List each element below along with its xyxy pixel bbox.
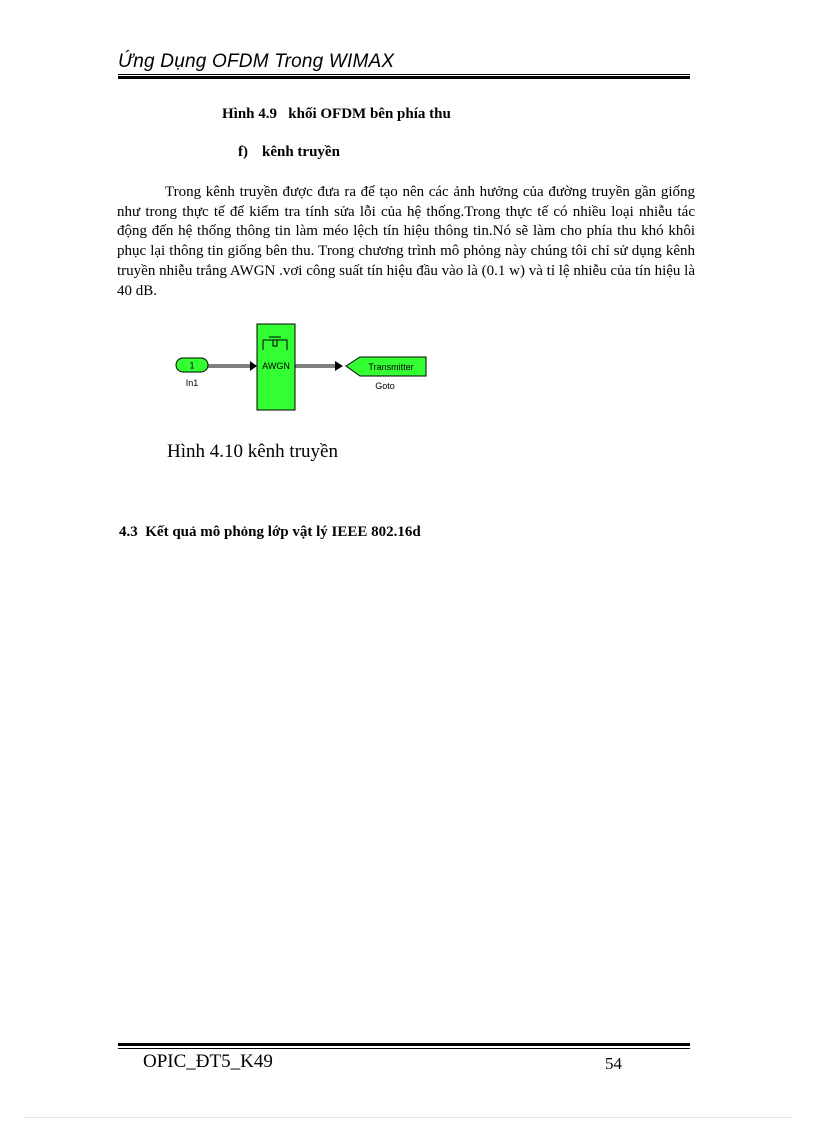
arrow-in-icon: [250, 361, 257, 371]
goto-value: Transmitter: [368, 362, 414, 372]
running-header-title: Ứng Dụng OFDM Trong WIMAX: [118, 51, 395, 72]
inport-value: 1: [189, 360, 195, 371]
page-bottom-dotted-border: [25, 1117, 791, 1118]
figure-4-10-caption: Hình 4.10 kênh truyền: [167, 441, 338, 462]
body-paragraph: Trong kênh truyền được đưa ra để tạo nên các ảnh hưởng của đường truyền gần giống như trong thực tế để kiểm tra tính sửa lỗi của hệ thống.Trong thực tế có nhiều loại nhiễu tác động đến hệ thống thông tin làm méo lệch tín hiệu thông tin.Nó sẽ làm cho phía thu khó khôi phục lại thông tin giống bên thu. Trong chương trình mô phỏng này chúng tôi chỉ sử dụng kênh truyền nhiễu trắng AWGN .vơi công suất tín hiệu đầu vào là (0.1 w) và tỉ lệ nhiễu của tín hiệu là 40 dB.: [117, 184, 695, 299]
inport-label: In1: [185, 378, 199, 388]
page-number: 54: [605, 1054, 622, 1073]
section-heading-4-3: 4.3 Kết quả mô phỏng lớp vật lý IEEE 802.16d: [119, 524, 421, 540]
footer-rule-thin: [118, 1048, 690, 1049]
header-rule-thick: [118, 76, 690, 79]
footer-rule-thick: [118, 1043, 690, 1046]
subsection-number: f): [238, 144, 248, 160]
arrow-out-icon: [335, 361, 343, 371]
figure-4-9-caption: Hình 4.9 khối OFDM bên phía thu: [222, 106, 451, 122]
header-rule-thin: [118, 74, 690, 75]
awgn-channel-diagram: [170, 320, 440, 420]
footer-label: OPIC_ĐT5_K49: [143, 1051, 273, 1072]
awgn-block-label: AWGN: [262, 361, 290, 371]
subsection-heading: [238, 144, 340, 161]
goto-label: Goto: [375, 381, 395, 391]
subsection-title: kênh truyền: [262, 144, 340, 160]
